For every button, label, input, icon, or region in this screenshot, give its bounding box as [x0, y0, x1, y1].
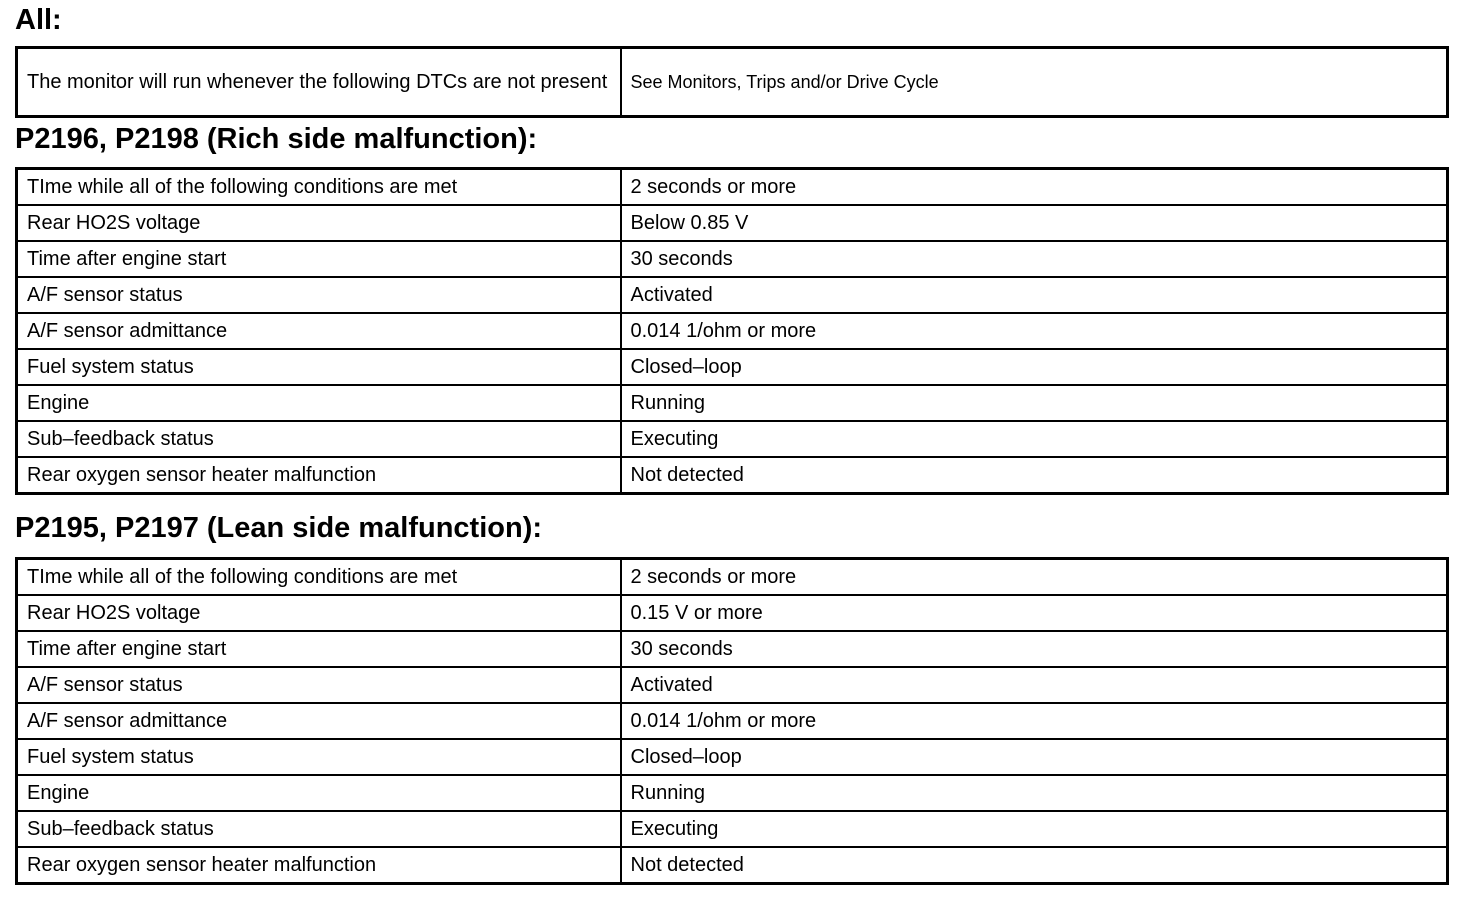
table-row [17, 313, 1448, 349]
condition-cell: Time after engine start [17, 241, 621, 277]
condition-cell: TIme while all of the following conditions are met [17, 169, 621, 206]
condition-cell: A/F sensor admittance [17, 313, 621, 349]
condition-cell: Fuel system status [17, 739, 621, 775]
condition-cell: Fuel system status [17, 349, 621, 385]
conditions-table-all [15, 46, 1449, 118]
condition-cell: Engine [17, 775, 621, 811]
value-cell: Executing [621, 421, 1448, 457]
table-row [17, 169, 1448, 206]
value-cell: Below 0.85 V [621, 205, 1448, 241]
table-row [17, 241, 1448, 277]
table-row [17, 847, 1448, 884]
condition-cell: The monitor will run whenever the following DTCs are not present [17, 48, 621, 117]
table-row [17, 631, 1448, 667]
value-cell: 2 seconds or more [621, 169, 1448, 206]
conditions-table-rich [15, 167, 1449, 495]
value-cell: 30 seconds [621, 241, 1448, 277]
table-row [17, 775, 1448, 811]
condition-cell: Engine [17, 385, 621, 421]
table-row [17, 739, 1448, 775]
table-row [17, 421, 1448, 457]
value-cell: 30 seconds [621, 631, 1448, 667]
table-row [17, 595, 1448, 631]
condition-cell: TIme while all of the following conditions are met [17, 559, 621, 596]
condition-cell: A/F sensor admittance [17, 703, 621, 739]
table-row [17, 559, 1448, 596]
table-row [17, 349, 1448, 385]
value-cell: 0.014 1/ohm or more [621, 703, 1448, 739]
condition-cell: Sub–feedback status [17, 421, 621, 457]
conditions-table-lean [15, 557, 1449, 885]
condition-cell: Rear HO2S voltage [17, 595, 621, 631]
section-heading-lean: P2195, P2197 (Lean side malfunction): [15, 512, 543, 544]
value-cell: Activated [621, 277, 1448, 313]
value-cell: Not detected [621, 457, 1448, 494]
table-row [17, 385, 1448, 421]
value-cell: Closed–loop [621, 349, 1448, 385]
value-cell: Executing [621, 811, 1448, 847]
table-row [17, 703, 1448, 739]
value-cell: 2 seconds or more [621, 559, 1448, 596]
condition-cell: A/F sensor status [17, 277, 621, 313]
table-row [17, 277, 1448, 313]
condition-cell: Rear oxygen sensor heater malfunction [17, 457, 621, 494]
condition-cell: A/F sensor status [17, 667, 621, 703]
table-row [17, 667, 1448, 703]
table-row [17, 205, 1448, 241]
table-row [17, 457, 1448, 494]
value-cell: Running [621, 385, 1448, 421]
condition-cell: Rear oxygen sensor heater malfunction [17, 847, 621, 884]
value-cell: 0.014 1/ohm or more [621, 313, 1448, 349]
value-cell: Closed–loop [621, 739, 1448, 775]
table-row [17, 48, 1448, 117]
section-heading-rich: P2196, P2198 (Rich side malfunction): [15, 123, 538, 155]
value-cell: Activated [621, 667, 1448, 703]
value-cell: See Monitors, Trips and/or Drive Cycle [621, 48, 1448, 117]
section-heading-all: All: [15, 4, 62, 36]
condition-cell: Sub–feedback status [17, 811, 621, 847]
value-cell: Running [621, 775, 1448, 811]
condition-cell: Time after engine start [17, 631, 621, 667]
condition-cell: Rear HO2S voltage [17, 205, 621, 241]
value-cell: 0.15 V or more [621, 595, 1448, 631]
value-cell: Not detected [621, 847, 1448, 884]
table-row [17, 811, 1448, 847]
